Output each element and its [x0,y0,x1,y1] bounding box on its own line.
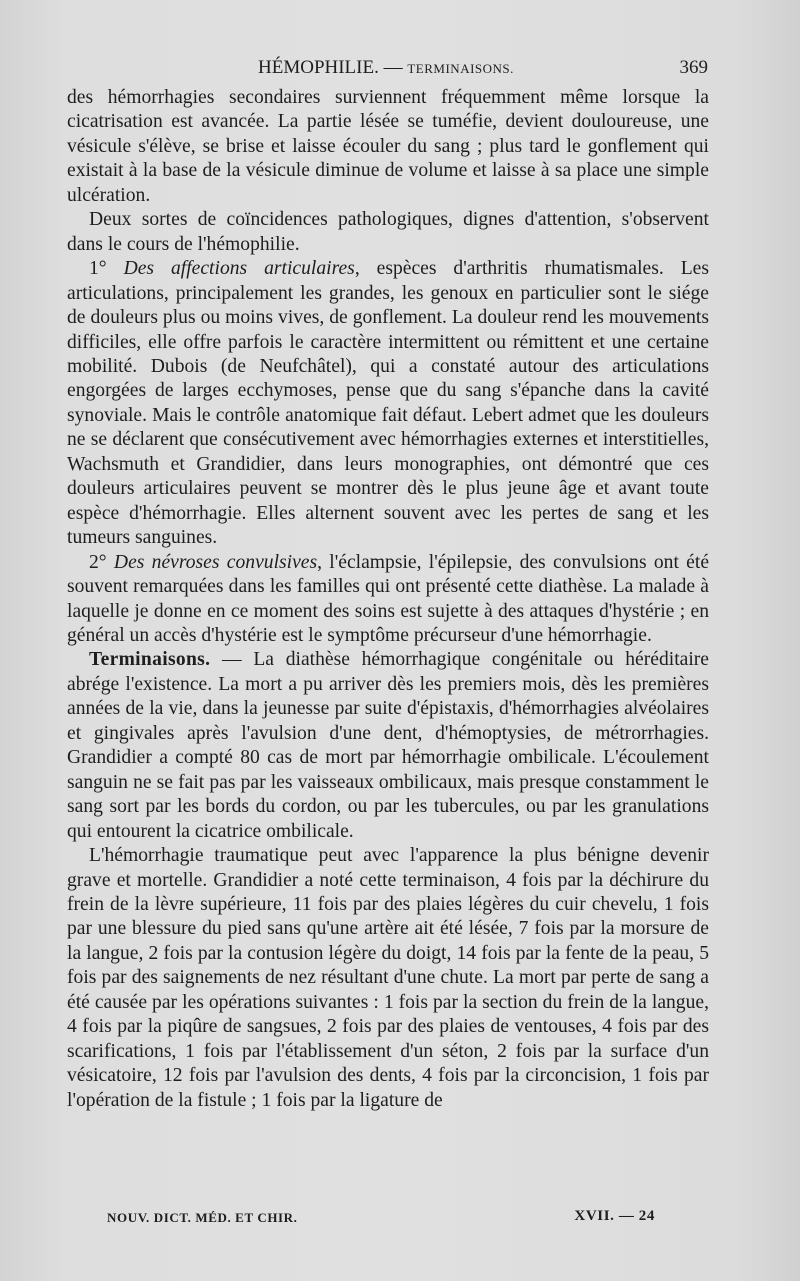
paragraph-4 [67,551,709,649]
paragraph-2 [67,208,709,257]
page-footer [107,1208,655,1228]
paragraph-3-heading: Des affections articulaires [123,258,355,280]
paragraph-2-text: Deux sortes de coïncidences pathologiques, dignes d'attention, s'observent dans le cours de l'hémophilie. [67,209,709,255]
body-text [67,86,709,1113]
paragraph-5-text: — La diathèse hémorrhagique congénitale ou héréditaire abrége l'existence. La mort a pu arriver dès les premiers mois, dès les premières années de la vie, dans la jeunesse par suite d'épistaxis, d'hémorrhagies alvéolaires et gingivales après l'avulsion d'une dent, d'hémoptysies, de métrorrhagies. Grandidier a compté 80 cas de mort par hémorrhagie ombilicale. L'écoulement sanguin ne se fait pas par les vaisseaux ombilicaux, mais presque constamment le sang sort par les bords du cordon, ou par les tubercules, ou par les granulations qui entourent la cicatrice ombilicale. [67,649,709,842]
header-section: TERMINAISONS. [407,61,514,76]
footer-publication: NOUV. DICT. MÉD. ET CHIR. [107,1210,298,1225]
header-dash: — [378,57,408,78]
page-number: 369 [679,57,708,78]
section-heading-terminaisons: Terminaisons. [89,649,211,671]
footer-volume-signature: XVII. — 24 [574,1208,655,1224]
paragraph-4-heading: Des névroses convulsives [113,551,318,573]
header-title: HÉMOPHILIE. [258,57,379,78]
paragraph-1 [67,86,709,208]
paragraph-3-number: 1° [89,258,124,280]
running-header [68,57,708,83]
paragraph-3 [67,257,709,550]
paragraph-4-number: 2° [89,551,114,573]
paragraph-6 [67,844,709,1113]
paragraph-6-text: L'hémorrhagie traumatique peut avec l'apparence la plus bénigne devenir grave et mortelle. Grandidier a noté cette terminaison, 4 fois par la déchirure du frein de la lèvre supérieure, 11 fois par des plaies légères du cuir chevelu, 1 fois par une blessure du pied sans qu'une artère ait été lésée, 7 fois par la morsure de la langue, 2 fois par la contusion légère du doigt, 14 fois par la fente de la peau, 5 fois par des saignements de nez résultant d'une chute. La mort par perte de sang a été causée par les opérations suivantes : 1 fois par la section du frein de la langue, 4 fois par la piqûre de sangsues, 2 fois par des plaies de ventouses, 4 fois par des scarifications, 1 fois par l'établissement d'un séton, 2 fois par la surface d'un vésicatoire, 12 fois par l'avulsion des dents, 4 fois par la circoncision, 1 fois par l'opération de la fistule ; 1 fois par la ligature de [67,845,709,1111]
paragraph-5 [67,648,709,844]
paragraph-3-text: , espèces d'arthritis rhumatismales. Les articulations, principalement les grandes, les genoux en particulier sont le siége de douleurs plus ou moins vives, de gonflement. La douleur rend les mouvements difficiles, elle offre parfois le caractère intermittent ou rémittent et une certaine mobilité. Dubois (de Neufchâtel), qui a constaté autour des articulations engorgées de larges ecchymoses, pense que du sang s'épanche dans la cavité synoviale. Mais le contrôle anatomique fait défaut. Lebert admet que les douleurs ne se déclarent que consécutivement avec hémorrhagies externes et interstitielles, Wachsmuth et Grandidier, dans leurs monographies, ont démontré que ces douleurs articulaires peuvent se montrer dès le plus jeune âge et avant toute espèce d'hémorrhagie. Elles alternent souvent avec les pertes de sang et les tumeurs sanguines. [67,258,710,549]
header-title-group [258,57,514,79]
paragraph-4-text: , l'éclampsie, l'épilepsie, des convulsions ont été souvent remarquées dans les familles qui ont présenté cette diathèse. La malade à laquelle je donne en ce moment des soins est sujette à des attaques d'hystérie ; en général un accès d'hystérie est le symptôme précurseur d'une hémorrhagie. [67,551,710,646]
paragraph-1-text: des hémorrhagies secondaires surviennent fréquemment même lorsque la cicatrisation est avancée. La partie lésée se tuméfie, devient douloureuse, une vésicule s'élève, se brise et laisse écouler du sang ; plus tard le gonflement qui existait à la base de la vésicule diminue de volume et laisse à sa place une simple ulcération. [67,87,709,206]
